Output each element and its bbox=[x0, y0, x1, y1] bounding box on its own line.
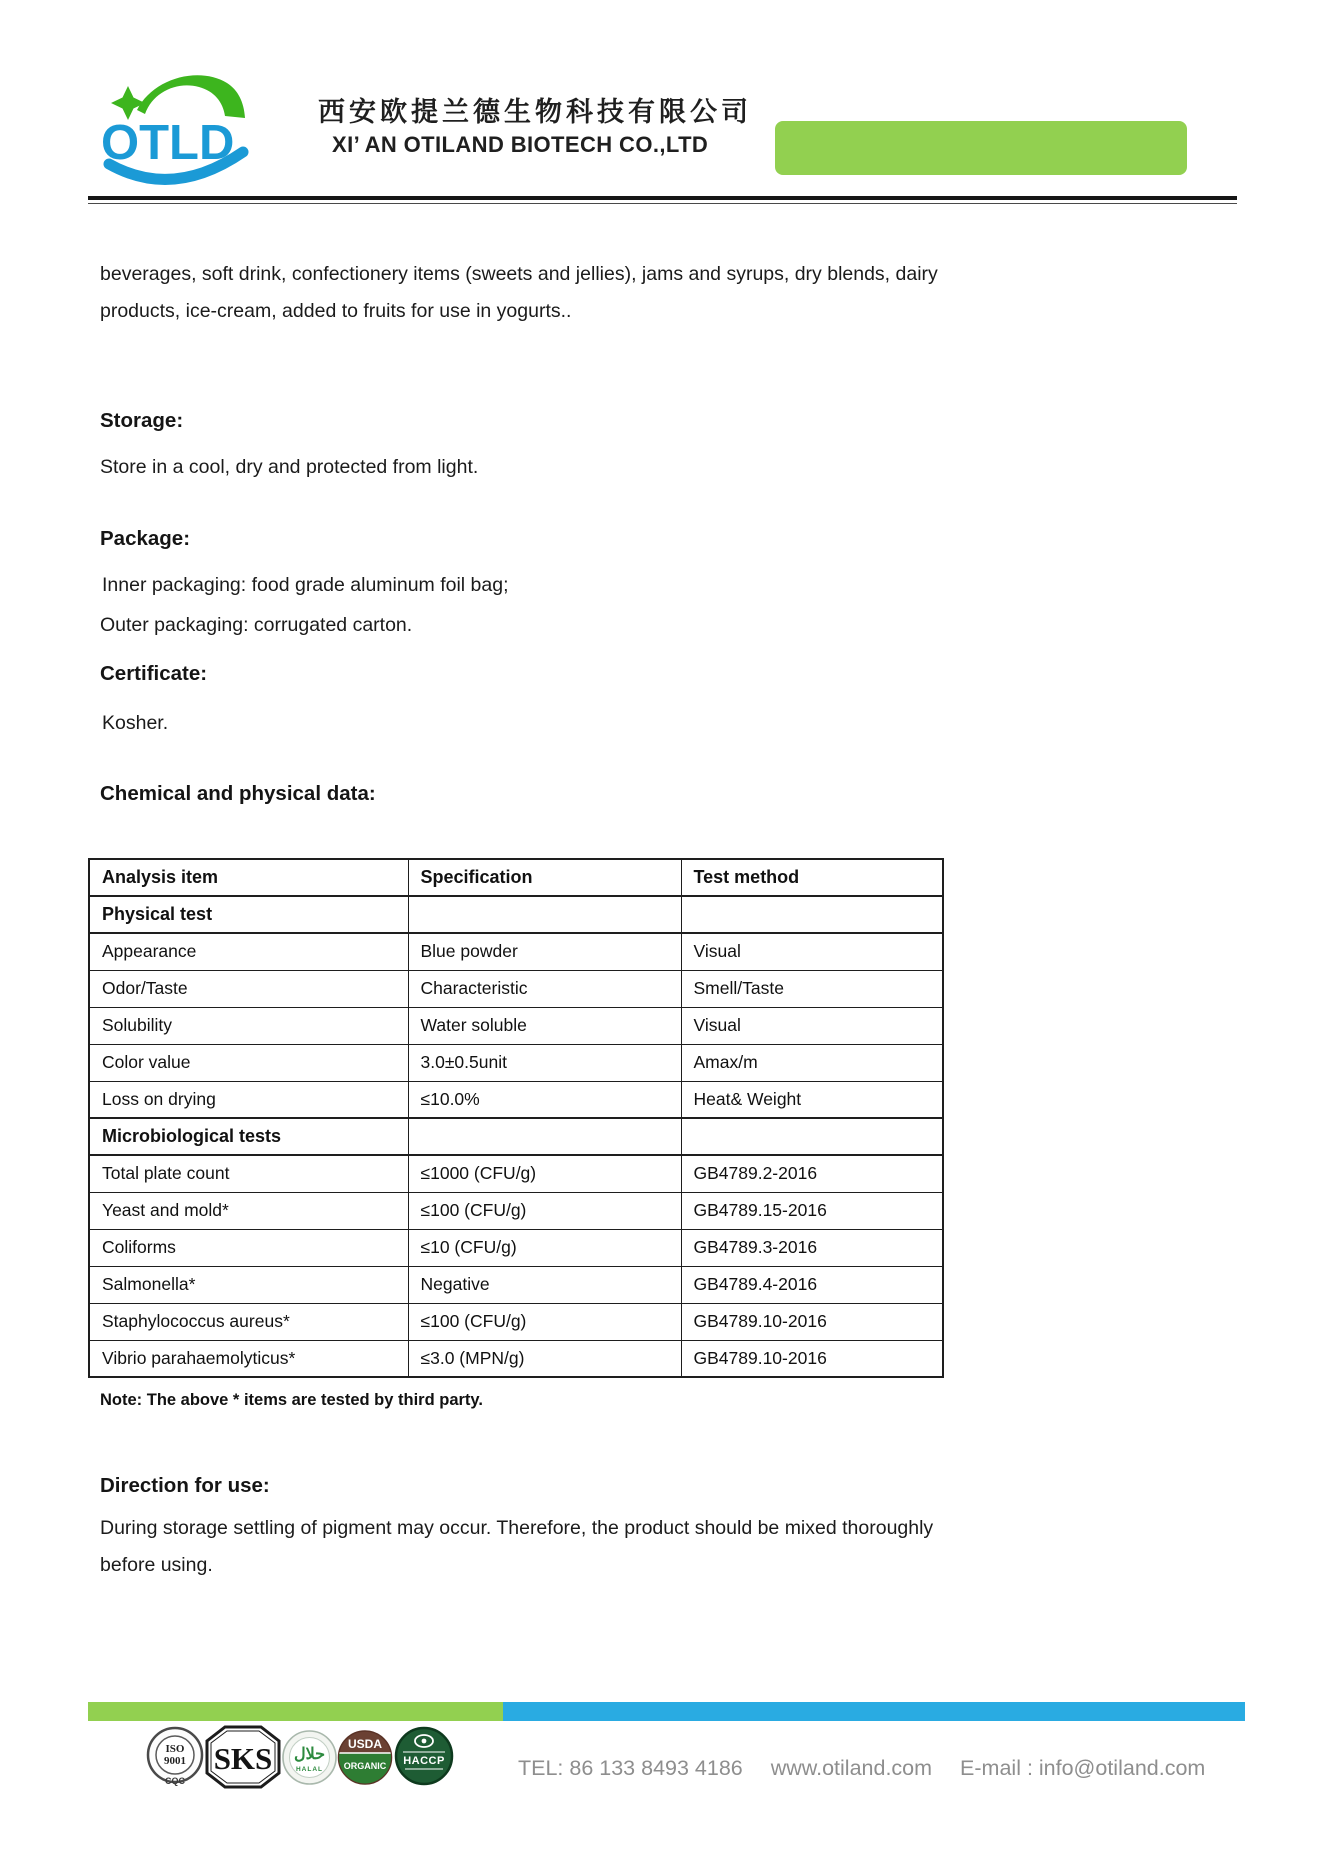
table-row bbox=[89, 1192, 943, 1229]
table-cell: 3.0±0.5unit bbox=[408, 1044, 681, 1081]
table-row bbox=[89, 1340, 943, 1377]
table-cell: Odor/Taste bbox=[89, 970, 408, 1007]
table-cell: Vibrio parahaemolyticus* bbox=[89, 1340, 408, 1377]
footer-contact bbox=[518, 1756, 1205, 1781]
footer-bar-green bbox=[88, 1702, 503, 1721]
table-cell: ≤100 (CFU/g) bbox=[408, 1192, 681, 1229]
table-note: Note: The above * items are tested by third party. bbox=[100, 1391, 483, 1409]
svg-text:SKS: SKS bbox=[213, 1741, 273, 1776]
table-cell: Physical test bbox=[89, 896, 408, 933]
table-row bbox=[89, 1155, 943, 1192]
table-cell: Negative bbox=[408, 1266, 681, 1303]
package-outer-line: Outer packaging: corrugated carton. bbox=[100, 614, 413, 636]
svg-text:CQC: CQC bbox=[165, 1776, 185, 1786]
chemical-data-heading: Chemical and physical data: bbox=[100, 782, 376, 805]
table-row bbox=[89, 1007, 943, 1044]
table-cell: GB4789.10-2016 bbox=[681, 1340, 943, 1377]
footer-bar-blue bbox=[503, 1702, 1245, 1721]
table-cell: Visual bbox=[681, 1007, 943, 1044]
column-header-analysis-item: Analysis item bbox=[89, 859, 408, 896]
table-cell: Coliforms bbox=[89, 1229, 408, 1266]
header-divider-thin bbox=[88, 203, 1237, 204]
table-cell: Water soluble bbox=[408, 1007, 681, 1044]
table-cell: ≤10.0% bbox=[408, 1081, 681, 1118]
table-cell: Staphylococcus aureus* bbox=[89, 1303, 408, 1340]
package-inner-line: Inner packaging: food grade aluminum foil bag; bbox=[102, 574, 509, 596]
footer-website: www.otiland.com bbox=[770, 1756, 933, 1780]
table-cell: GB4789.2-2016 bbox=[681, 1155, 943, 1192]
storage-body: Store in a cool, dry and protected from light. bbox=[100, 456, 479, 478]
table-cell: ≤1000 (CFU/g) bbox=[408, 1155, 681, 1192]
footer-email: E-mail : info@otiland.com bbox=[960, 1756, 1206, 1780]
iso-9001-seal bbox=[146, 1726, 204, 1788]
specification-table bbox=[88, 858, 944, 1378]
direction-line-1: During storage settling of pigment may occur. Therefore, the product should be mixed thoroughly bbox=[100, 1517, 934, 1539]
table-cell: ≤10 (CFU/g) bbox=[408, 1229, 681, 1266]
intro-line-1: beverages, soft drink, confectionery items (sweets and jellies), jams and syrups, dry blends, dairy bbox=[100, 263, 938, 285]
logo-wordmark: OTLD bbox=[101, 116, 235, 170]
table-cell: Amax/m bbox=[681, 1044, 943, 1081]
direction-line-2: before using. bbox=[100, 1554, 213, 1576]
table-cell: GB4789.10-2016 bbox=[681, 1303, 943, 1340]
certificate-body: Kosher. bbox=[102, 712, 169, 734]
column-header-specification: Specification bbox=[408, 859, 681, 896]
table-cell: Heat& Weight bbox=[681, 1081, 943, 1118]
certificate-heading: Certificate: bbox=[100, 662, 208, 685]
table-cell: Yeast and mold* bbox=[89, 1192, 408, 1229]
table-cell: Loss on drying bbox=[89, 1081, 408, 1118]
direction-body bbox=[100, 1510, 1020, 1584]
table-cell: Smell/Taste bbox=[681, 970, 943, 1007]
table-row bbox=[89, 1266, 943, 1303]
svg-text:HALAL: HALAL bbox=[295, 1766, 324, 1773]
table-cell: ≤100 (CFU/g) bbox=[408, 1303, 681, 1340]
header-divider bbox=[88, 196, 1237, 200]
table-cell: Total plate count bbox=[89, 1155, 408, 1192]
logo-star-icon bbox=[111, 86, 145, 120]
column-header-test-method: Test method bbox=[681, 859, 943, 896]
table-cell: Color value bbox=[89, 1044, 408, 1081]
table-row bbox=[89, 1303, 943, 1340]
table-cell: GB4789.3-2016 bbox=[681, 1229, 943, 1266]
table-header-row bbox=[89, 859, 943, 896]
direction-heading: Direction for use: bbox=[100, 1474, 270, 1497]
svg-text:ORGANIC: ORGANIC bbox=[343, 1761, 387, 1771]
table-row bbox=[89, 1229, 943, 1266]
table-cell bbox=[408, 1118, 681, 1155]
storage-heading: Storage: bbox=[100, 409, 184, 432]
haccp-seal bbox=[394, 1726, 454, 1788]
table-cell: Visual bbox=[681, 933, 943, 970]
intro-paragraph bbox=[100, 256, 1000, 330]
company-name-cn: 西安欧提兰德生物科技有限公司 bbox=[318, 97, 752, 127]
usda-organic-seal bbox=[337, 1729, 393, 1786]
intro-line-2: products, ice-cream, added to fruits for use in yogurts.. bbox=[100, 300, 572, 322]
table-row bbox=[89, 1081, 943, 1118]
svg-text:HACCP: HACCP bbox=[403, 1755, 445, 1767]
table-cell: GB4789.4-2016 bbox=[681, 1266, 943, 1303]
table-cell: ≤3.0 (MPN/g) bbox=[408, 1340, 681, 1377]
table-cell: Salmonella* bbox=[89, 1266, 408, 1303]
table-row bbox=[89, 1044, 943, 1081]
footer-tel: TEL: 86 133 8493 4186 bbox=[518, 1756, 743, 1780]
table-cell: Solubility bbox=[89, 1007, 408, 1044]
table-cell: Appearance bbox=[89, 933, 408, 970]
sks-seal bbox=[204, 1724, 282, 1790]
package-heading: Package: bbox=[100, 527, 191, 550]
table-section-row-physical-test bbox=[89, 896, 943, 933]
table-cell bbox=[681, 896, 943, 933]
svg-text:9001: 9001 bbox=[164, 1755, 186, 1767]
table-cell: Characteristic bbox=[408, 970, 681, 1007]
svg-text:ISO: ISO bbox=[165, 1743, 185, 1755]
table-row bbox=[89, 933, 943, 970]
logo-swoosh-icon bbox=[137, 75, 245, 118]
table-cell bbox=[681, 1118, 943, 1155]
table-row bbox=[89, 970, 943, 1007]
halal-seal bbox=[281, 1729, 338, 1786]
otld-logo bbox=[95, 64, 257, 196]
svg-text:USDA: USDA bbox=[347, 1737, 383, 1751]
table-cell bbox=[408, 896, 681, 933]
table-section-row-microbiological bbox=[89, 1118, 943, 1155]
table-cell: Microbiological tests bbox=[89, 1118, 408, 1155]
company-name-en: XI’ AN OTILAND BIOTECH CO.,LTD bbox=[332, 132, 709, 157]
table-cell: Blue powder bbox=[408, 933, 681, 970]
header-green-banner bbox=[775, 121, 1187, 175]
table-cell: GB4789.15-2016 bbox=[681, 1192, 943, 1229]
svg-text:حلال: حلال bbox=[293, 1746, 326, 1763]
